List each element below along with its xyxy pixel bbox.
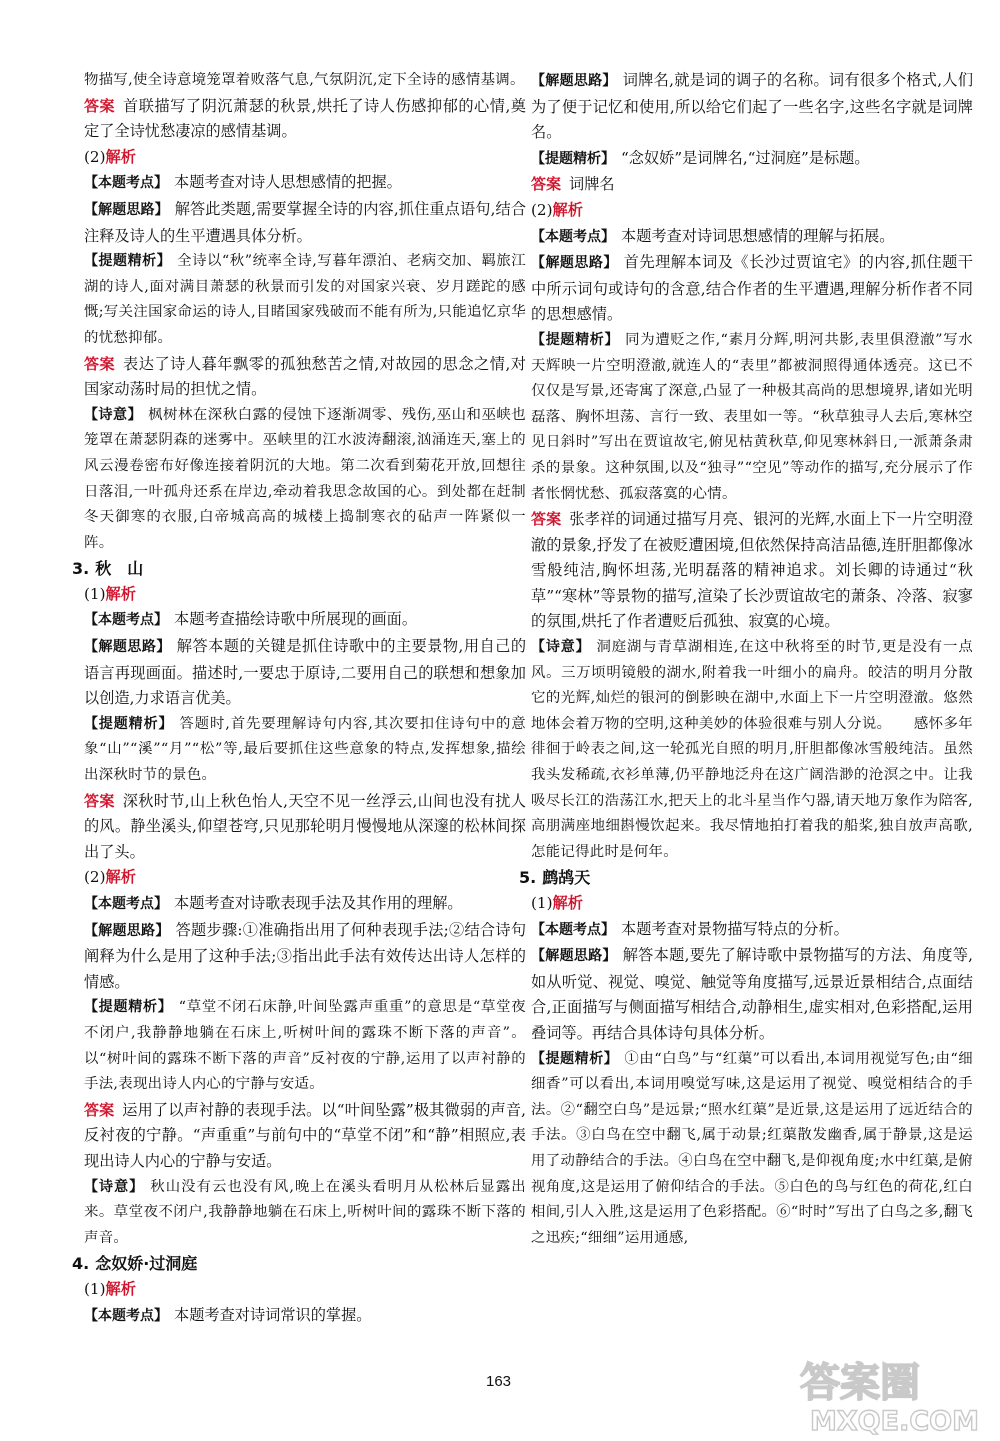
- section-tag: 【提题精析】: [531, 331, 620, 348]
- paragraph-text: 深秋时节,山上秋色怡人,天空不见一丝浮云,山间也没有扰人的风。静坐溪头,仰望苍穹,只见那轮明月慢慢地从深邃的松林间探出了头。: [84, 791, 526, 861]
- paragraph-text: 枫树林在深秋白露的侵蚀下逐渐凋零、残伤,巫山和巫峡也笼罩在萧瑟阴森的迷雾中。巫峡里的江水波涛翻滚,汹涌连天,塞上的风云漫卷密布好像连接着阴沉的大地。第二次看到菊花开放,回想往日落泪,一叶孤舟还系在岸边,牵动着我思念故国的心。到处都在赶制冬天御寒的衣服,白帝城高高的城楼上捣制寒衣的砧声一阵紧似一阵。: [84, 406, 526, 551]
- section-heading: [72, 1251, 526, 1277]
- section-tag: 【解题思路】: [84, 639, 171, 656]
- paragraph-text: 洞庭湖与青草湖相连,在这中秋将至的时节,更是没有一点风。三万顷明镜般的湖水,附着我一叶细小的扁舟。皎洁的明月分散它的光辉,灿烂的银河的倒影映在湖中,水面上下一片空明澄澈。悠然地体会着万物的空明,这种美妙的体验很难与别人分说。 感怀多年徘徊于岭表之间,这一轮孤光自照的明月,肝胆都像冰雪般纯洁。虽然我头发稀疏,衣衫单薄,仍平静地泛舟在这广阔浩渺的沧溟之中。让我吸尽长江的浩荡江水,把天上的北斗星当作勺器,请天地万象作为陪客,高朋满座地细斟慢饮起来。我尽情地拍打着我的船桨,独自放声高歌,怎能记得此时是何年。: [531, 639, 974, 860]
- paragraph-text: 词牌名,就是词的调子的名称。词有很多个格式,人们为了便于记忆和使用,所以给它们起了一些名字,这些名字就是词牌名。: [531, 71, 974, 142]
- section-number: 4.: [72, 1254, 90, 1274]
- left-column: [72, 68, 527, 1329]
- section-tag: 【诗意】: [84, 1178, 145, 1195]
- section-heading: [72, 556, 526, 582]
- analysis-paragraph: [84, 1175, 526, 1252]
- svg-text:答案圈: 答案圈: [800, 1360, 920, 1406]
- answer-paragraph: [84, 789, 526, 866]
- analysis-label: 解析: [552, 894, 583, 912]
- analysis-paragraph: [531, 146, 973, 173]
- analysis-paragraph: [84, 170, 526, 197]
- paragraph-text: 秋山没有云也没有风,晚上在溪头看明月从松林后显露出来。草堂夜不闭户,我静静地躺在石床上,听树叶间的露珠不断下落的声音。: [84, 1178, 526, 1246]
- paragraph-text: 运用了以声衬静的表现手法。以“叶间坠露”极其微弱的声音,反衬夜的宁静。“声重重”与前句中的“草堂不闭”和“静”相照应,表现出诗人内心的宁静与安适。: [84, 1100, 526, 1170]
- answer-paragraph: [84, 94, 526, 145]
- answer-paragraph: [531, 507, 973, 635]
- answer-label: 答案: [84, 96, 116, 115]
- paragraph-text: 首先理解本词及《长沙过贾谊宅》的内容,抓住题干中所示词句或诗句的含意,结合作者的生平遭遇,理解分析作者不同的思想感情。: [531, 253, 974, 324]
- answer-label: 答案: [84, 791, 115, 810]
- sub-question-header: [531, 198, 973, 224]
- paragraph-text: 本题考查对诗人思想感情的把握。: [174, 173, 402, 192]
- paragraph-text: 本题考查对景物描写特点的分析。: [621, 919, 849, 938]
- section-tag: 【提题精析】: [84, 999, 173, 1016]
- sub-question-number: (1): [84, 584, 106, 603]
- sub-question-number: (2): [531, 200, 553, 219]
- sub-question-number: (1): [84, 1279, 106, 1298]
- section-tag: 【本题考点】: [84, 612, 168, 629]
- text-paragraph: 物描写,使全诗意境笼罩着败落气息,气氛阴沉,定下全诗的感情基调。: [84, 72, 525, 88]
- analysis-paragraph: [84, 634, 526, 712]
- paragraph-text: 表达了诗人暮年飘零的孤独愁苦之情,对故园的思念之情,对国家动荡时局的担忧之情。: [84, 354, 526, 399]
- page-number: 163: [486, 1373, 512, 1390]
- paragraph-text: 答题时,首先要理解诗句内容,其次要扣住诗句中的意象“山”“溪”“月”“松”等,最后要抓住这些意象的特点,发挥想象,描绘出深秋时节的景色。: [84, 715, 526, 784]
- section-title: 鹧鸪天: [542, 868, 591, 888]
- section-number: 5.: [519, 868, 537, 888]
- answer-paragraph: [84, 352, 526, 403]
- answer-label: 答案: [84, 1100, 115, 1119]
- paragraph-text: “念奴娇”是词牌名,“过洞庭”是标题。: [621, 148, 870, 167]
- answer-label: 答案: [531, 510, 562, 529]
- section-tag: 【本题考点】: [531, 228, 615, 245]
- analysis-label: 解析: [105, 147, 136, 166]
- section-number: 3.: [72, 559, 90, 579]
- section-tag: 【本题考点】: [531, 921, 615, 938]
- section-tag: 【本题考点】: [84, 175, 168, 192]
- section-tag: 【本题考点】: [84, 896, 168, 912]
- analysis-paragraph: [84, 249, 526, 351]
- section-tag: 【解题思路】: [531, 255, 618, 272]
- paragraph-text: 同为遭贬之作,“素月分辉,明河共影,表里俱澄澈”写水天辉映一片空明澄澈,就连人的“表里”都被洞照得通体透亮。这已不仅仅是写景,还寄寓了深意,凸显了一种极其高尚的思想境界,诸如光明磊落、胸怀坦荡、言行一致、表里如一等。“秋草独寻人去后,寒林空见日斜时”写出在贾谊故宅,俯见枯黄秋草,仰见寒林斜日,一派萧条肃杀的景象。这种氛围,以及“独寻”“空见”等动作的描写,充分展示了作者怅惘忧愁、孤寂落寞的心情。: [531, 331, 973, 502]
- paragraph-text: 答题步骤:①准确指出用了何种表现手法;②结合诗句阐释为什么是用了这种手法;③指出此手法有效传达出诗人怎样的情感。: [84, 920, 527, 991]
- analysis-paragraph: [531, 917, 973, 944]
- analysis-label: 解析: [105, 1279, 136, 1298]
- analysis-paragraph: [84, 891, 526, 918]
- sub-question-number: (1): [531, 894, 553, 912]
- section-tag: 【提题精析】: [84, 253, 172, 270]
- analysis-paragraph: [531, 68, 973, 146]
- sub-question-number: (2): [84, 147, 106, 166]
- paragraph-text: 本题考查描绘诗歌中所展现的画面。: [174, 610, 417, 629]
- section-tag: 【解题思路】: [531, 73, 617, 89]
- answer-label: 答案: [531, 175, 562, 194]
- paragraph-text: 本题考查对诗词思想感情的理解与拓展。: [621, 226, 895, 245]
- sub-question-header: [531, 891, 973, 917]
- analysis-paragraph: [531, 943, 973, 1046]
- sub-question-number: (2): [84, 868, 106, 887]
- analysis-paragraph: [84, 403, 526, 557]
- analysis-paragraph: [84, 918, 526, 996]
- paragraph-text: 本题考查对诗歌表现手法及其作用的理解。: [174, 894, 463, 912]
- paragraph-text: 词牌名: [569, 175, 615, 194]
- analysis-paragraph: [531, 250, 973, 328]
- section-tag: 【解题思路】: [531, 948, 617, 965]
- paragraph-text: 首联描写了阴沉萧瑟的秋景,烘托了诗人伤感抑郁的心情,奠定了全诗忧愁凄凉的感情基调。: [84, 96, 526, 141]
- section-heading: [519, 865, 973, 891]
- sub-question-header: [84, 145, 526, 171]
- paragraph-text: 全诗以“秋”统率全诗,写暮年漂泊、老病交加、羁旅江湖的诗人,面对满目萧瑟的秋景而引发的对国家兴衰、岁月蹉跎的感慨;写关注国家命运的诗人,目睹国家残破而不能有所为,只能追忆京华的忧愁抑郁。: [84, 253, 526, 346]
- analysis-paragraph: [531, 1047, 973, 1252]
- section-title: 念奴娇·过洞庭: [95, 1254, 198, 1274]
- answer-paragraph: [84, 1098, 526, 1175]
- analysis-paragraph: [84, 712, 526, 789]
- section-tag: 【提题精析】: [531, 150, 615, 167]
- section-tag: 【解题思路】: [84, 922, 170, 939]
- sub-question-header: [84, 1277, 526, 1303]
- analysis-paragraph: [84, 607, 526, 634]
- svg-text:MXQE.COM: MXQE.COM: [810, 1406, 979, 1437]
- section-tag: 【诗意】: [84, 406, 143, 423]
- paragraph-text: 解答本题的关键是抓住诗歌中的主要景物,用自己的语言再现画面。描述时,一要忠于原诗,二要用自己的联想和想象加以创造,力求语言优美。: [84, 637, 527, 708]
- sub-question-header: [84, 582, 526, 608]
- paragraph-text: “草堂不闭石床静,叶间坠露声重重”的意思是“草堂夜不闭户,我静静地躺在石床上,听树叶间的露珠不断下落的声音”。以“树叶间的露珠不断下落的声音”反衬夜的宁静,运用了以声衬静的手法,表现出诗人内心的宁静与安适。: [84, 999, 526, 1093]
- analysis-paragraph: [84, 995, 526, 1097]
- analysis-paragraph: [84, 1303, 526, 1330]
- right-column: [519, 68, 974, 1251]
- answer-label: 答案: [84, 354, 116, 373]
- analysis-label: 解析: [105, 584, 136, 603]
- watermark-logo: [780, 1352, 995, 1437]
- section-tag: 【本题考点】: [84, 1307, 168, 1324]
- paragraph-text: 解答此类题,需要掌握全诗的内容,抓住重点语句,结合注释及诗人的生平遭遇具体分析。: [84, 199, 527, 245]
- sub-question-header: [84, 865, 526, 891]
- analysis-paragraph: [531, 635, 973, 865]
- analysis-paragraph: [531, 328, 973, 507]
- analysis-paragraph: [531, 224, 973, 251]
- paragraph-text: ①由“白鸟”与“红蕖”可以看出,本词用视觉写色;由“细细香”可以看出,本词用嗅觉写味,这是运用了视觉、嗅觉相结合的手法。②“翻空白鸟”是远景;“照水红蕖”是近景,这是运用了远近结合的手法。③白鸟在空中翻飞,属于动景;红蕖散发幽香,属于静景,这是运用了动静结合的手法。④白鸟在空中翻飞,是仰视角度;水中红蕖,是俯视角度,这是运用了俯仰结合的手法。⑤白色的鸟与红色的荷花,红白相间,引人入胜,这是运用了色彩搭配。⑥“时时”写出了白鸟之多,翻飞之迅疾;“细细”运用通感,: [531, 1050, 973, 1246]
- analysis-paragraph: [84, 197, 526, 249]
- section-tag: 【提题精析】: [84, 715, 174, 732]
- section-tag: 【诗意】: [531, 639, 591, 656]
- answer-paragraph: [531, 172, 973, 198]
- paragraph-text: 本题考查对诗词常识的掌握。: [174, 1305, 372, 1324]
- paragraph-text: 张孝祥的词通过描写月亮、银河的光辉,水面上下一片空明澄澈的景象,抒发了在被贬遭困境,但依然保持高洁品德,连肝胆都像冰雪般纯洁,胸怀坦荡,光明磊落的精神追求。刘长卿的诗通过“秋草”“寒林”等景物的描写,渲染了长沙贾谊故宅的萧条、冷落、寂寥的氛围,烘托了作者遭贬后孤独、寂寞的心境。: [531, 510, 973, 631]
- section-tag: 【提题精析】: [531, 1050, 619, 1067]
- section-title: 秋 山: [95, 559, 144, 579]
- analysis-label: 解析: [552, 200, 583, 219]
- section-tag: 【解题思路】: [84, 201, 169, 218]
- paragraph-text: 解答本题,要先了解诗歌中景物描写的方法、角度等,如从听觉、视觉、嗅觉、触觉等角度描写,远景近景相结合,点面结合,正面描写与侧面描写相结合,动静相生,虚实相对,色彩搭配,运用叠词等。再结合具体诗句具体分析。: [531, 946, 974, 1042]
- analysis-label: 解析: [105, 868, 136, 887]
